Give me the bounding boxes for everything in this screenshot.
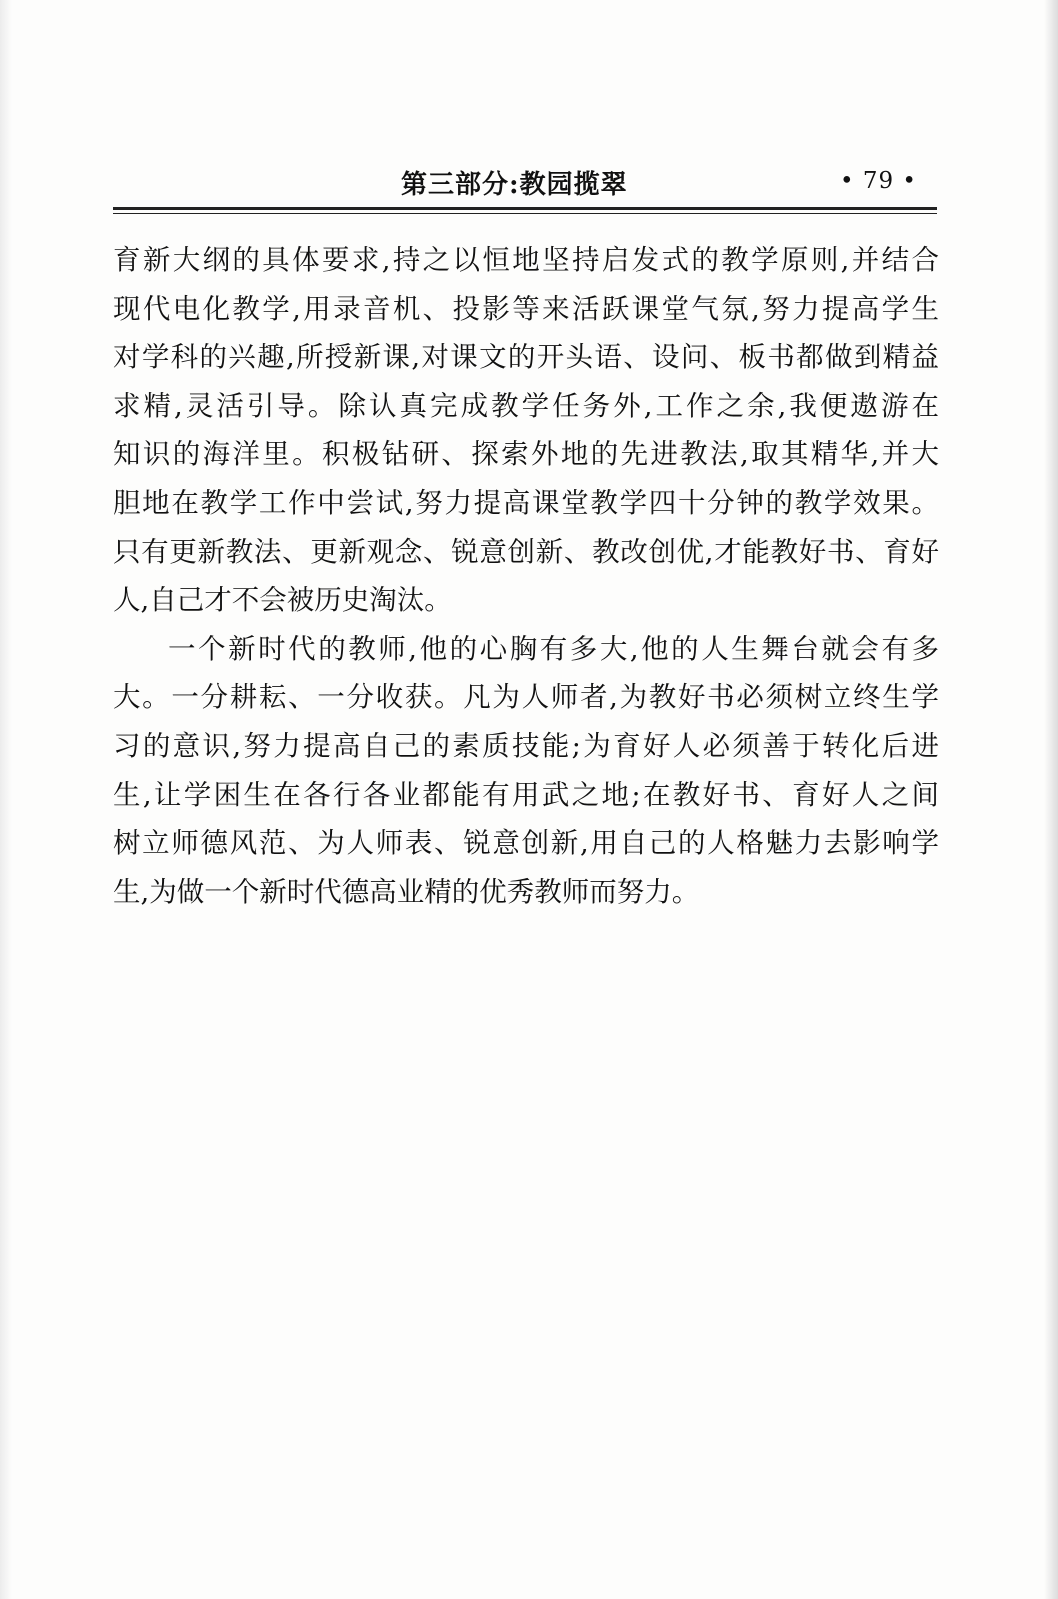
text-line: 树立师德风范、为人师表、锐意创新,用自己的人格魅力去影响学 xyxy=(113,827,939,860)
text-line: 生,让学困生在各行各业都能有用武之地;在教好书、育好人之间 xyxy=(113,778,939,811)
text-line: 知识的海洋里。积极钻研、探索外地的先进教法,取其精华,并大 xyxy=(113,438,939,471)
text-line: 生,为做一个新时代德高业精的优秀教师而努力。 xyxy=(113,875,700,908)
text-line: 只有更新教法、更新观念、锐意创新、教改创优,才能教好书、育好 xyxy=(113,535,939,568)
text-line: 现代电化教学,用录音机、投影等来活跃课堂气氛,努力提高学生 xyxy=(113,292,939,325)
text-line: 习的意识,努力提高自己的素质技能;为育好人必须善于转化后进 xyxy=(113,729,939,762)
text-line: 大。一分耕耘、一分收获。凡为人师者,为教好书必须树立终生学 xyxy=(113,681,939,714)
text-line: 一个新时代的教师,他的心胸有多大,他的人生舞台就会有多 xyxy=(168,632,939,665)
header-rule-thin xyxy=(113,213,937,214)
text-line: 求精,灵活引导。除认真完成教学任务外,工作之余,我便遨游在 xyxy=(113,389,939,422)
scan-edge-right xyxy=(1044,0,1058,1599)
text-line: 对学科的兴趣,所授新课,对课文的开头语、设问、板书都做到精益 xyxy=(113,341,939,374)
page-header xyxy=(113,164,935,204)
body-text xyxy=(113,236,939,916)
text-line: 胆地在教学工作中尝试,努力提高课堂教学四十分钟的教学效果。 xyxy=(113,486,939,519)
page-number: • 79 • xyxy=(839,168,917,194)
text-line: 育新大纲的具体要求,持之以恒地坚持启发式的教学原则,并结合 xyxy=(113,244,939,276)
running-title: 第三部分:教园揽翠 xyxy=(401,170,628,200)
scan-edge-left xyxy=(0,0,12,1599)
header-rule-thick xyxy=(113,207,937,210)
text-line: 人,自己才不会被历史淘汰。 xyxy=(113,584,452,617)
